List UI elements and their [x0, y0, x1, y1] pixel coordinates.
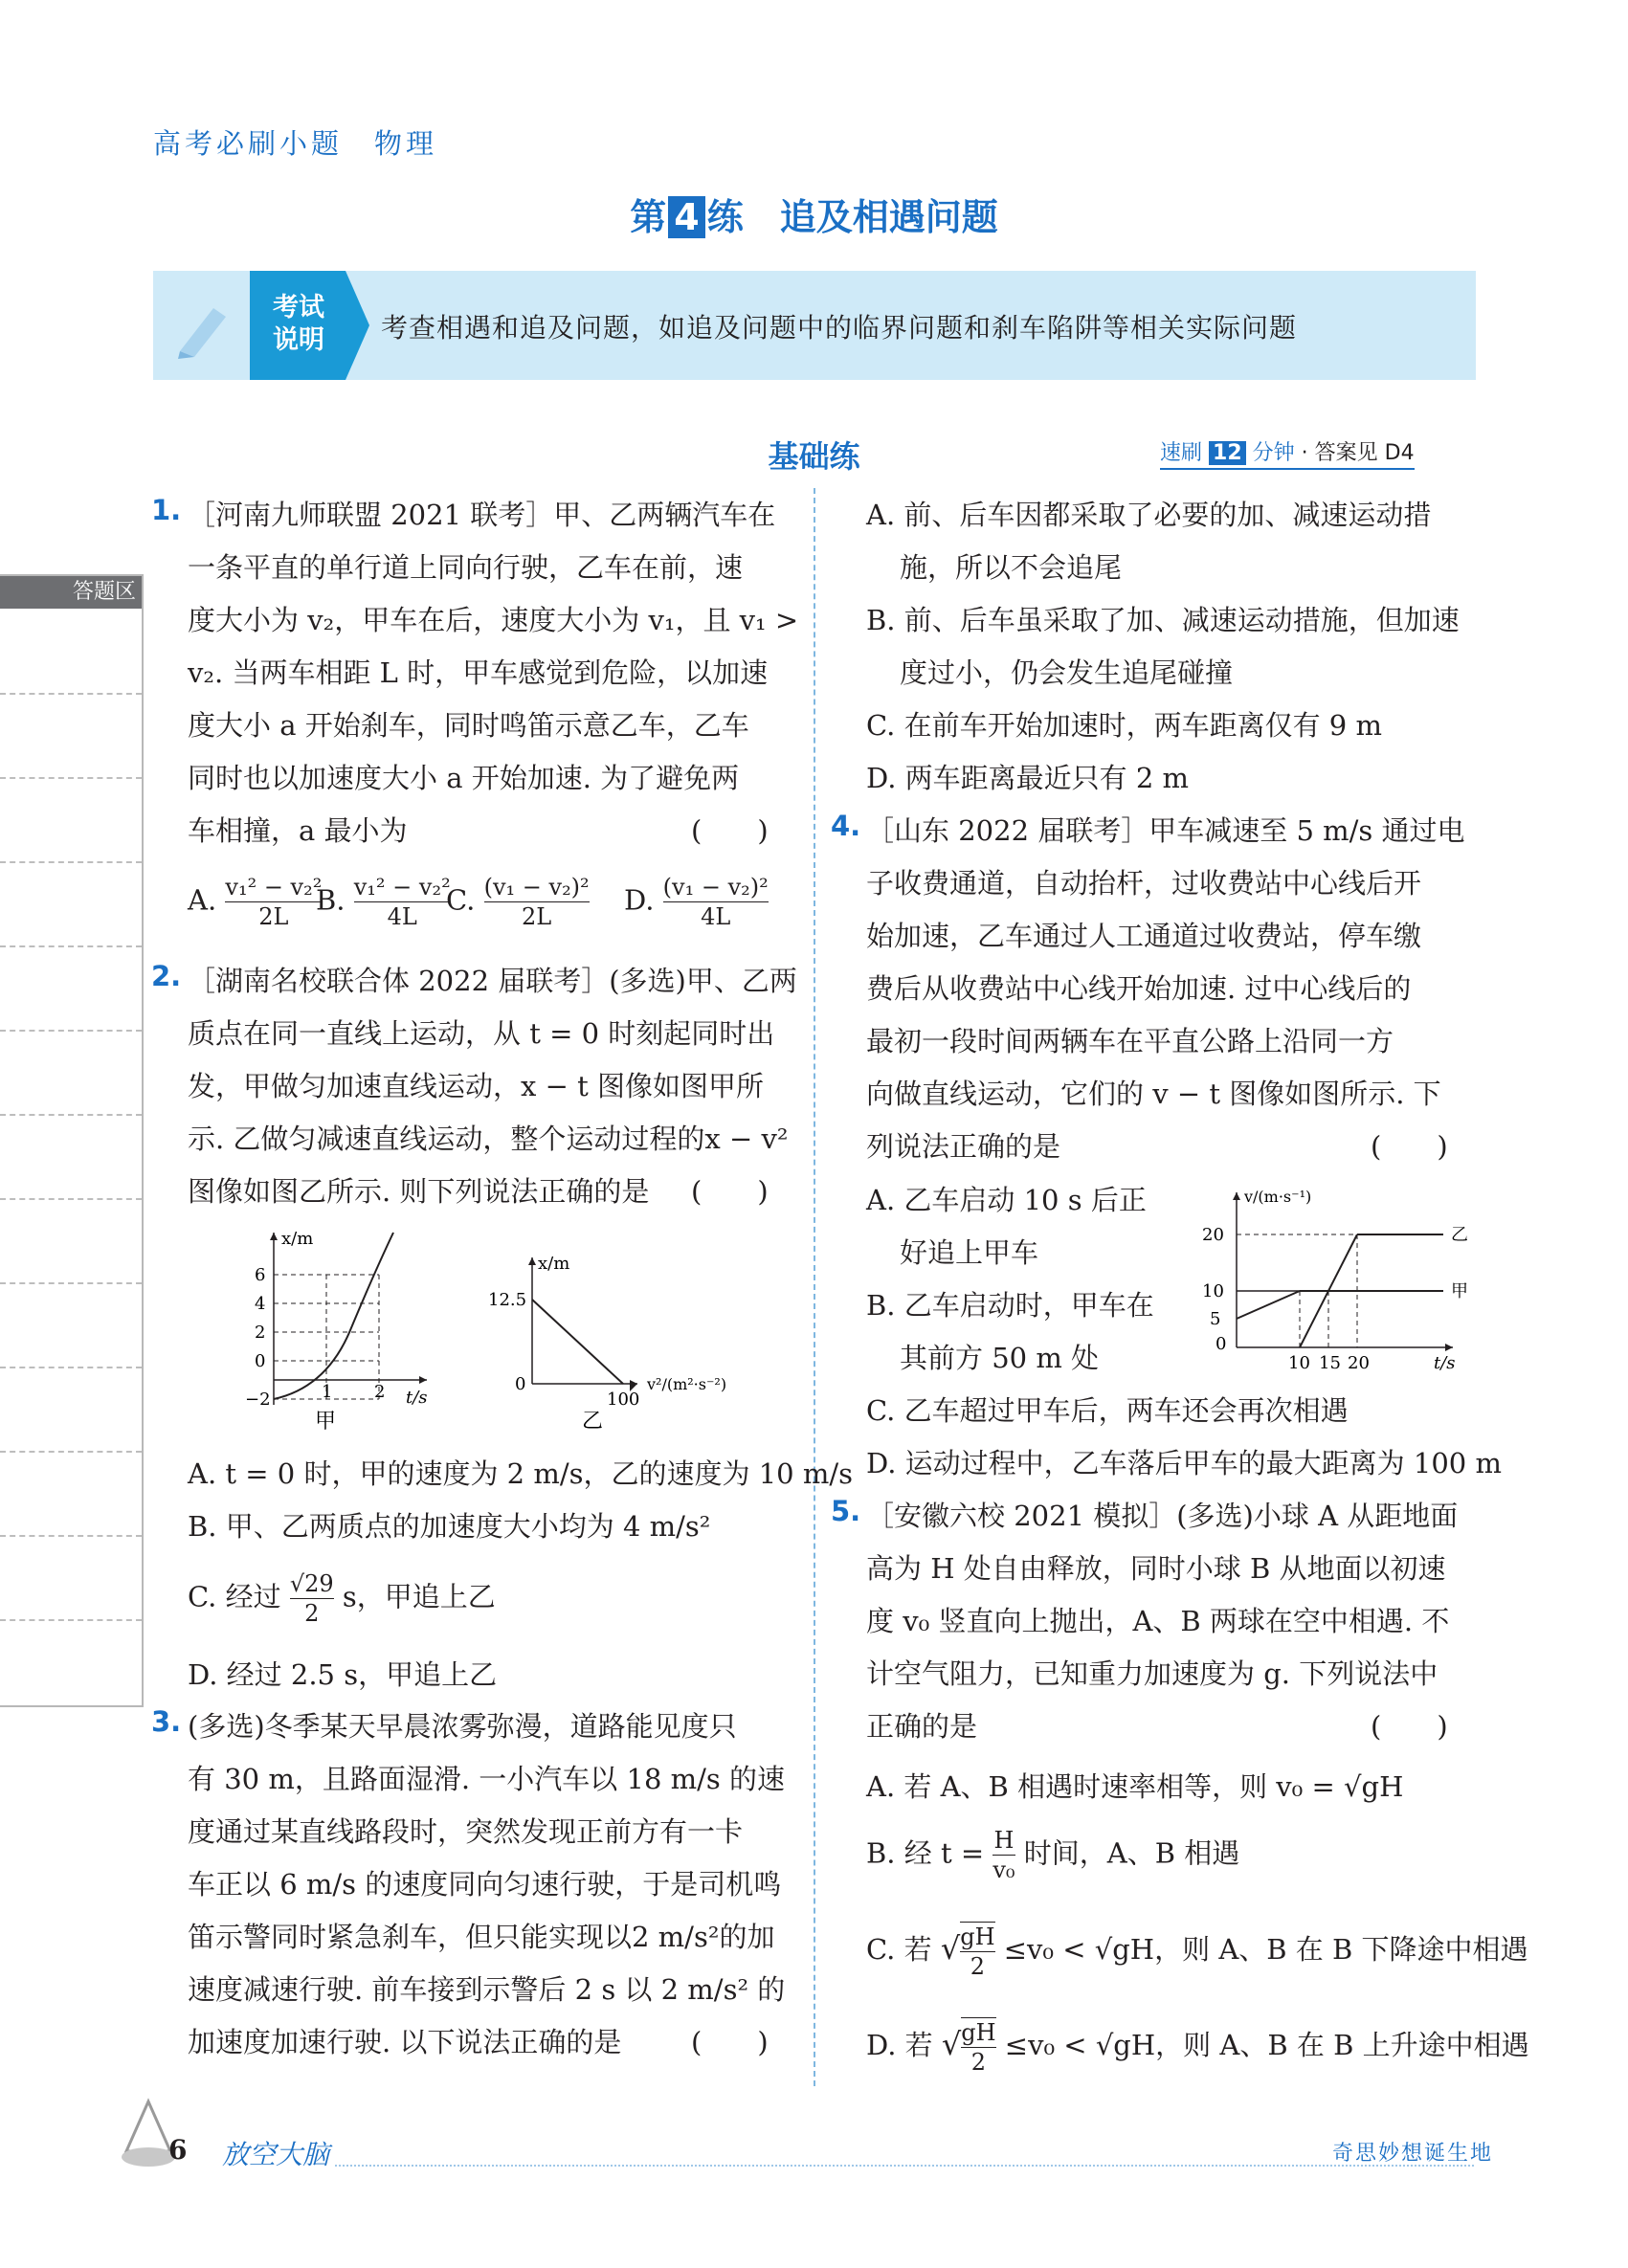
q3-line: 度通过某直线路段时，突然发现正前方有一卡 [188, 1815, 744, 1848]
q5-option-c: C. 若 √ $\frac{gH}{2}$ ≤v₀ < √gH，则 A、B 在 B 下降途中相遇 [866, 1923, 1528, 1980]
q1-number: 1. [151, 494, 182, 526]
q2-number: 2. [151, 960, 182, 992]
q1-option-a: A. $\frac{\text{v₁² − v₂²}}{2L}$ [188, 874, 323, 930]
q4-xlabel: t/s [1434, 1353, 1456, 1373]
q2a-ytick: 0 [255, 1351, 266, 1371]
q1-line: 一条平直的单行道上同向行驶，乙车在前，速 [188, 551, 744, 584]
section-title: 基础练 [768, 438, 860, 475]
answer-area [0, 574, 144, 1707]
speed-badge [1160, 436, 1415, 470]
q2a-ytick: −2 [245, 1390, 271, 1410]
q1-line: 度大小 a 开始刹车，同时鸣笛示意乙车，乙车 [188, 709, 749, 742]
q2-line: 图像如图乙所示. 则下列说法正确的是 [188, 1175, 650, 1208]
q1-line: 度大小为 v₂，甲车在后，速度大小为 v₁，且 v₁ > [188, 604, 799, 636]
q4-option-d: D. 运动过程中，乙车落后甲车的最大距离为 100 m [866, 1447, 1502, 1479]
q2a-xtick: 2 [374, 1382, 386, 1402]
q2b-ytick: 12.5 [488, 1290, 527, 1310]
q2-figure-a [226, 1225, 436, 1435]
title-suffix: 练 [706, 196, 744, 238]
q2a-xlabel: t/s [406, 1388, 428, 1408]
footer-divider [335, 2165, 1474, 2167]
q2a-caption: 甲 [315, 1410, 337, 1434]
q4-line: 费后从收费站中心线开始加速. 过中心线后的 [866, 972, 1412, 1005]
q1-option-c: C. $\frac{\text{(v₁ − v₂)²}}{2L}$ [446, 874, 590, 930]
q3-line: 有 30 m，且路面湿滑. 一小汽车以 18 m/s 的速 [188, 1763, 785, 1795]
exam-note-tag: 考试 说明 [273, 293, 324, 355]
q3-line: 笛示警同时紧急刹车，但只能实现以2 m/s²的加 [188, 1921, 775, 1953]
q4-number: 4. [831, 810, 861, 842]
q4-answer-paren: ( ) [1371, 1130, 1448, 1163]
pen-icon [170, 294, 237, 361]
q3-number: 3. [151, 1705, 182, 1738]
page-title [0, 188, 1628, 240]
q4-xtick: 15 [1319, 1353, 1341, 1373]
q3-option-b-cont: 度过小，仍会发生追尾碰撞 [900, 656, 1234, 689]
q4-line: 列说法正确的是 [866, 1130, 1061, 1163]
q3-line: 速度减速行驶. 前车接到示警后 2 s 以 2 m/s² 的 [188, 1973, 786, 2006]
answer-reference: · 答案见 D4 [1301, 441, 1415, 465]
q2a-ytick: 2 [255, 1323, 266, 1343]
q2-option-c: C. 经过 $\frac{√29}{2}$ s，甲追上乙 [188, 1570, 496, 1627]
q4-xtick: 20 [1348, 1353, 1370, 1373]
q2b-xtick: 100 [607, 1390, 640, 1410]
exercise-number: 4 [668, 196, 704, 238]
q2-line: 示. 乙做匀减速直线运动，整个运动过程的x − v² [188, 1123, 789, 1155]
q4-option-b: B. 乙车启动时，甲车在 [866, 1289, 1154, 1322]
q3-option-d: D. 两车距离最近只有 2 m [866, 762, 1190, 794]
q5-option-d: D. 若 √ $\frac{gH}{2}$ ≤v₀ < √gH，则 A、B 在 B 上升途中相遇 [866, 2019, 1529, 2076]
q2a-ylabel: x/m [281, 1229, 314, 1249]
q5-option-b: B. 经 t = $\frac{H}{\text{v₀}}$ 时间，A、B 相遇 [866, 1827, 1240, 1883]
q2-option-b: B. 甲、乙两质点的加速度大小均为 4 m/s² [188, 1510, 711, 1543]
q1-answer-paren: ( ) [691, 814, 769, 847]
footer-brand: 放空大脑 [222, 2139, 330, 2170]
q2b-caption: 乙 [582, 1410, 604, 1434]
column-divider [814, 488, 815, 2086]
exam-note-banner [153, 271, 1476, 380]
q4-option-a: A. 乙车启动 10 s 后正 [866, 1184, 1147, 1216]
q1-option-d: D. $\frac{\text{(v₁ − v₂)²}}{4L}$ [624, 874, 769, 930]
q5-line: 计空气阻力，已知重力加速度为 g. 下列说法中 [866, 1657, 1438, 1690]
q5-line: ［安徽六校 2021 模拟］(多选)小球 A 从距地面 [866, 1500, 1459, 1532]
q4-origin: 0 [1215, 1334, 1227, 1354]
q3-line: 加速度加速行驶. 以下说法正确的是 [188, 2026, 622, 2058]
minutes-value: 12 [1209, 441, 1246, 465]
q3-option-a: A. 前、后车因都采取了必要的加、减速运动措 [866, 499, 1432, 531]
q2a-xtick: 1 [322, 1382, 333, 1402]
q4-xtick: 10 [1288, 1353, 1310, 1373]
minutes-unit: 分钟 [1252, 441, 1295, 465]
q3-line: (多选)冬季某天早晨浓雾弥漫，道路能见度只 [188, 1710, 737, 1743]
q4-line: 向做直线运动，它们的 v − t 图像如图所示. 下 [866, 1078, 1441, 1110]
q2b-ylabel: x/m [538, 1254, 570, 1274]
q1-option-b: B. $\frac{\text{v₁² − v₂²}}{4L}$ [316, 874, 451, 930]
q2a-ytick: 6 [255, 1265, 266, 1285]
q4-ytick: 20 [1202, 1225, 1224, 1245]
q1-line: v₂. 当两车相距 L 时，甲车感觉到危险，以加速 [188, 656, 769, 689]
q5-option-a: A. 若 A、B 相遇时速率相等，则 v₀ = √gH [866, 1770, 1404, 1803]
page-number: 6 [168, 2134, 188, 2166]
q5-answer-paren: ( ) [1371, 1710, 1448, 1743]
q1-line: ［河南九师联盟 2021 联考］甲、乙两辆汽车在 [188, 499, 776, 531]
q1-line: 车相撞，a 最小为 [188, 814, 408, 847]
title-prefix: 第 [630, 196, 667, 238]
q4-series-jia: 甲 [1451, 1281, 1468, 1301]
q2-line: 质点在同一直线上运动，从 t = 0 时刻起同时出 [188, 1017, 775, 1050]
q4-option-b-cont: 其前方 50 m 处 [900, 1342, 1100, 1374]
q4-ytick: 5 [1210, 1309, 1221, 1329]
q2a-ytick: 4 [255, 1294, 266, 1314]
q5-number: 5. [831, 1495, 861, 1527]
q1-line: 同时也以加速度大小 a 开始加速. 为了避免两 [188, 762, 740, 794]
q5-line: 度 v₀ 竖直向上抛出，A、B 两球在空中相遇. 不 [866, 1605, 1450, 1637]
answer-area-label: 答题区 [72, 580, 136, 604]
q4-option-c: C. 乙车超过甲车后，两车还会再次相遇 [866, 1394, 1349, 1427]
q4-series-yi: 乙 [1451, 1225, 1468, 1245]
q2-figure-b [475, 1244, 762, 1435]
q4-ytick: 10 [1202, 1281, 1224, 1301]
q2b-origin: 0 [515, 1374, 526, 1394]
q5-line: 高为 H 处自由释放，同时小球 B 从地面以初速 [866, 1552, 1446, 1585]
q2-option-d: D. 经过 2.5 s，甲追上乙 [188, 1658, 498, 1691]
speed-label: 速刷 [1160, 441, 1203, 465]
q4-line: 最初一段时间两辆车在平直公路上沿同一方 [866, 1025, 1394, 1057]
q4-line: ［山东 2022 届联考］甲车减速至 5 m/s 通过电 [866, 814, 1465, 847]
q4-ylabel: v/(m·s⁻¹) [1244, 1188, 1312, 1206]
q2-answer-paren: ( ) [691, 1175, 769, 1208]
q3-option-b: B. 前、后车虽采取了加、减速运动措施，但加速 [866, 604, 1460, 636]
q3-answer-paren: ( ) [691, 2026, 769, 2058]
q2-line: ［湖南名校联合体 2022 届联考］(多选)甲、乙两 [188, 965, 797, 997]
q5-line: 正确的是 [866, 1710, 978, 1743]
q4-option-a-cont: 好追上甲车 [900, 1236, 1039, 1269]
q2b-xlabel: v²/(m²·s⁻²) [647, 1375, 727, 1393]
q4-line: 始加速，乙车通过人工通道过收费站，停车缴 [866, 920, 1422, 952]
series-title: 高考必刷小题 物理 [153, 127, 438, 160]
q2-option-a: A. t = 0 时，甲的速度为 2 m/s，乙的速度为 10 m/s [188, 1457, 853, 1490]
q3-option-c: C. 在前车开始加速时，两车距离仅有 9 m [866, 709, 1382, 742]
q3-option-a-cont: 施，所以不会追尾 [900, 551, 1123, 584]
q4-vt-figure [1194, 1185, 1482, 1376]
title-topic: 追及相遇问题 [779, 196, 998, 238]
q3-line: 车正以 6 m/s 的速度同向匀速行驶，于是司机鸣 [188, 1868, 782, 1901]
exam-note-text: 考查相遇和追及问题，如追及问题中的临界问题和刹车陷阱等相关实际问题 [381, 312, 1298, 344]
q4-line: 子收费通道，自动抬杆，过收费站中心线后开 [866, 867, 1422, 900]
q2-line: 发，甲做匀加速直线运动，x − t 图像如图甲所 [188, 1070, 764, 1102]
footer-slogan: 奇思妙想诞生地 [1332, 2142, 1494, 2166]
